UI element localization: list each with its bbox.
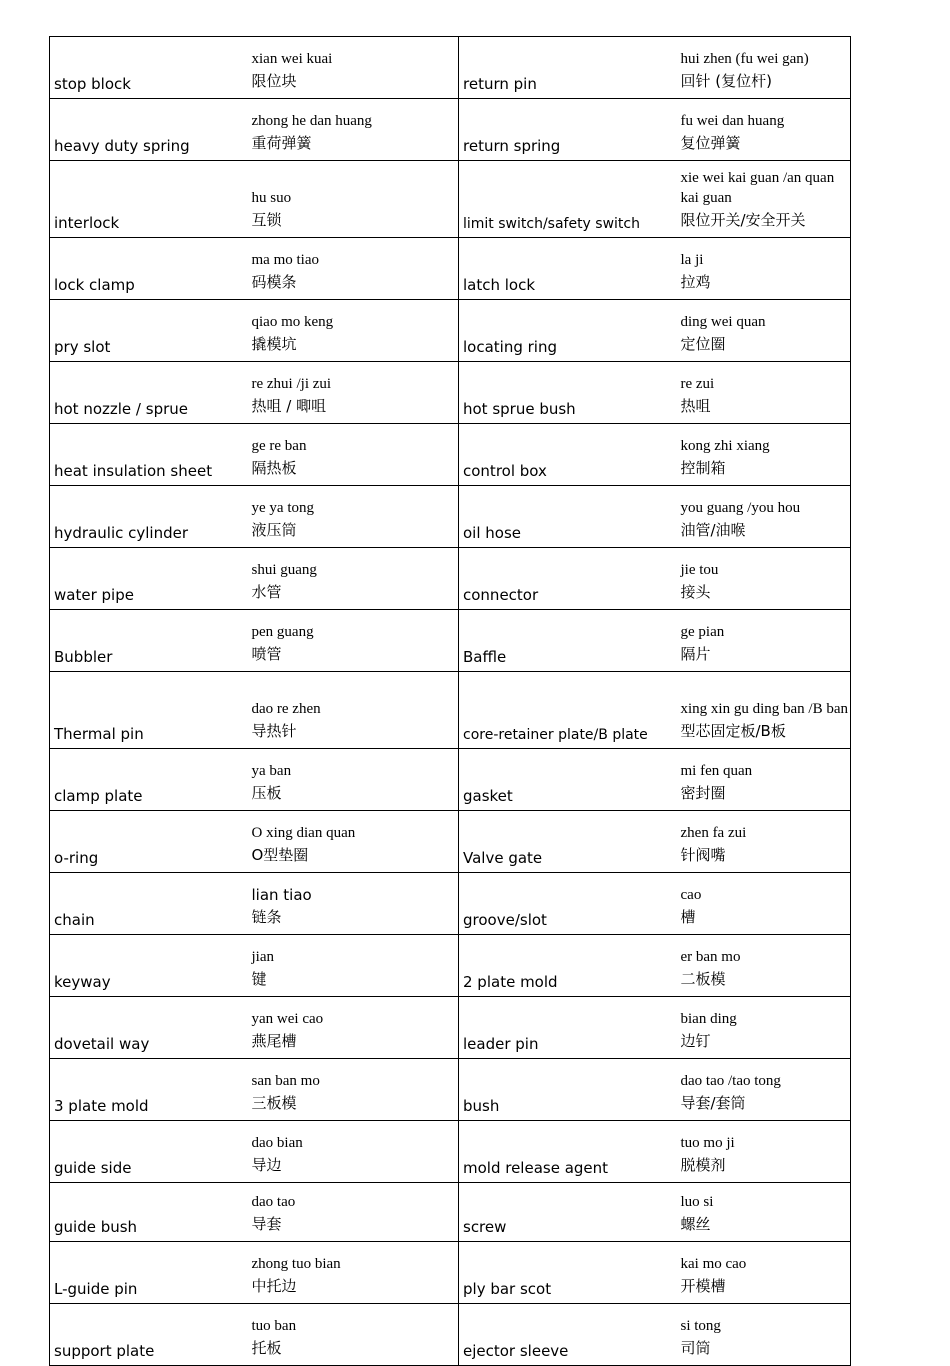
pinyin: san ban mo bbox=[251, 1073, 320, 1089]
table-row bbox=[50, 424, 851, 486]
chinese-cell bbox=[679, 362, 851, 424]
chinese-term: 撬模坑 bbox=[251, 335, 297, 353]
english-term: 3 plate mold bbox=[50, 1059, 250, 1121]
table-row bbox=[50, 300, 851, 362]
pinyin: jie tou bbox=[680, 562, 719, 578]
pinyin: cao bbox=[680, 887, 702, 903]
pinyin: mi fen quan bbox=[680, 763, 753, 779]
table-row bbox=[50, 161, 851, 238]
chinese-term: 型芯固定板/B板 bbox=[680, 722, 786, 740]
chinese-term: 复位弹簧 bbox=[680, 134, 741, 152]
pinyin: xie wei kai guan /an quan kai guan bbox=[680, 170, 835, 206]
chinese-cell bbox=[679, 1183, 851, 1242]
pinyin: re zhui /ji zui bbox=[251, 376, 332, 392]
pinyin: you guang /you hou bbox=[680, 500, 801, 516]
chinese-term: O型垫圈 bbox=[251, 846, 309, 864]
pinyin: ding wei quan bbox=[680, 314, 766, 330]
chinese-cell bbox=[250, 1304, 459, 1366]
chinese-term: 液压筒 bbox=[251, 521, 297, 539]
pinyin: ya ban bbox=[251, 763, 292, 779]
pinyin: lian tiao bbox=[251, 886, 312, 904]
chinese-term: 油管/油喉 bbox=[680, 521, 746, 539]
chinese-cell bbox=[679, 548, 851, 610]
chinese-term: 托板 bbox=[251, 1339, 282, 1357]
table-row bbox=[50, 1121, 851, 1183]
chinese-term: 接头 bbox=[680, 583, 711, 601]
chinese-term: 互锁 bbox=[251, 211, 282, 229]
pinyin: hu suo bbox=[251, 190, 292, 206]
chinese-term: 导边 bbox=[251, 1156, 282, 1174]
english-term: heat insulation sheet bbox=[50, 424, 250, 486]
chinese-cell bbox=[679, 486, 851, 548]
english-term: connector bbox=[459, 548, 679, 610]
pinyin: qiao mo keng bbox=[251, 314, 334, 330]
english-term: gasket bbox=[459, 749, 679, 811]
chinese-term: 脱模剂 bbox=[680, 1156, 726, 1174]
pinyin: pen guang bbox=[251, 624, 314, 640]
table-row bbox=[50, 238, 851, 300]
chinese-cell bbox=[679, 935, 851, 997]
chinese-cell bbox=[679, 300, 851, 362]
english-term: 2 plate mold bbox=[459, 935, 679, 997]
english-term: groove/slot bbox=[459, 873, 679, 935]
pinyin: yan wei cao bbox=[251, 1011, 324, 1027]
table-row bbox=[50, 37, 851, 99]
table-row bbox=[50, 362, 851, 424]
english-term: interlock bbox=[50, 161, 250, 238]
pinyin: shui guang bbox=[251, 562, 317, 578]
chinese-term: 定位圈 bbox=[680, 335, 726, 353]
chinese-term: 中托边 bbox=[251, 1277, 297, 1295]
chinese-cell bbox=[250, 300, 459, 362]
chinese-cell bbox=[250, 1242, 459, 1304]
table-row bbox=[50, 1059, 851, 1121]
english-term: core-retainer plate/B plate bbox=[459, 672, 679, 749]
chinese-term: 控制箱 bbox=[680, 459, 726, 477]
english-term: Thermal pin bbox=[50, 672, 250, 749]
table-row bbox=[50, 486, 851, 548]
pinyin: ge re ban bbox=[251, 438, 307, 454]
pinyin: ge pian bbox=[680, 624, 725, 640]
chinese-term: 导套 bbox=[251, 1215, 282, 1233]
chinese-cell bbox=[250, 1121, 459, 1183]
chinese-cell bbox=[679, 997, 851, 1059]
english-term: L-guide pin bbox=[50, 1242, 250, 1304]
chinese-cell bbox=[250, 749, 459, 811]
english-term: chain bbox=[50, 873, 250, 935]
english-term: latch lock bbox=[459, 238, 679, 300]
table-row bbox=[50, 749, 851, 811]
english-term: heavy duty spring bbox=[50, 99, 250, 161]
chinese-cell bbox=[679, 749, 851, 811]
pinyin: re zui bbox=[680, 376, 715, 392]
pinyin: kai mo cao bbox=[680, 1256, 747, 1272]
english-term: mold release agent bbox=[459, 1121, 679, 1183]
pinyin: luo si bbox=[680, 1194, 714, 1210]
pinyin: dao bian bbox=[251, 1135, 303, 1151]
pinyin: ma mo tiao bbox=[251, 252, 319, 268]
chinese-cell bbox=[250, 610, 459, 672]
pinyin: er ban mo bbox=[680, 949, 741, 965]
chinese-cell bbox=[250, 548, 459, 610]
chinese-term: 司筒 bbox=[680, 1339, 711, 1357]
table-row bbox=[50, 873, 851, 935]
english-term: lock clamp bbox=[50, 238, 250, 300]
chinese-cell bbox=[679, 811, 851, 873]
english-term: support plate bbox=[50, 1304, 250, 1366]
english-term: leader pin bbox=[459, 997, 679, 1059]
pinyin: jian bbox=[251, 949, 274, 965]
chinese-term: 热咀 / 唧咀 bbox=[251, 397, 327, 415]
chinese-term: 重荷弹簧 bbox=[251, 134, 312, 152]
chinese-term: 螺丝 bbox=[680, 1215, 711, 1233]
chinese-cell bbox=[679, 37, 851, 99]
pinyin: zhen fa zui bbox=[680, 825, 747, 841]
chinese-term: 三板模 bbox=[251, 1094, 297, 1112]
table-row bbox=[50, 548, 851, 610]
english-term: ply bar scot bbox=[459, 1242, 679, 1304]
chinese-term: 针阀嘴 bbox=[680, 846, 726, 864]
chinese-cell bbox=[679, 1304, 851, 1366]
pinyin: bian ding bbox=[680, 1011, 737, 1027]
english-term: hydraulic cylinder bbox=[50, 486, 250, 548]
chinese-term: 水管 bbox=[251, 583, 282, 601]
chinese-cell bbox=[250, 424, 459, 486]
pinyin: la ji bbox=[680, 252, 704, 268]
pinyin: si tong bbox=[680, 1318, 721, 1334]
pinyin: ye ya tong bbox=[251, 500, 314, 516]
chinese-cell bbox=[250, 362, 459, 424]
pinyin: dao tao bbox=[251, 1194, 296, 1210]
chinese-cell bbox=[250, 37, 459, 99]
english-term: guide side bbox=[50, 1121, 250, 1183]
chinese-cell bbox=[679, 873, 851, 935]
english-term: return spring bbox=[459, 99, 679, 161]
chinese-cell bbox=[679, 238, 851, 300]
chinese-cell bbox=[250, 811, 459, 873]
pinyin: kong zhi xiang bbox=[680, 438, 770, 454]
chinese-cell bbox=[250, 672, 459, 749]
chinese-cell bbox=[679, 1121, 851, 1183]
chinese-cell bbox=[679, 424, 851, 486]
chinese-term: 限位块 bbox=[251, 72, 297, 90]
chinese-term: 热咀 bbox=[680, 397, 711, 415]
table-row bbox=[50, 1242, 851, 1304]
chinese-cell bbox=[679, 672, 851, 749]
table-row bbox=[50, 1304, 851, 1366]
english-term: o-ring bbox=[50, 811, 250, 873]
chinese-term: 链条 bbox=[251, 908, 282, 926]
chinese-term: 键 bbox=[251, 970, 267, 988]
chinese-cell bbox=[250, 99, 459, 161]
chinese-term: 压板 bbox=[251, 784, 282, 802]
english-term: limit switch/safety switch bbox=[459, 161, 679, 238]
english-term: clamp plate bbox=[50, 749, 250, 811]
english-term: hot nozzle / sprue bbox=[50, 362, 250, 424]
chinese-cell bbox=[679, 610, 851, 672]
english-term: Bubbler bbox=[50, 610, 250, 672]
chinese-cell bbox=[250, 238, 459, 300]
table-row bbox=[50, 1183, 851, 1242]
chinese-cell bbox=[679, 99, 851, 161]
chinese-term: 密封圈 bbox=[680, 784, 726, 802]
chinese-cell bbox=[250, 935, 459, 997]
chinese-term: 导热针 bbox=[251, 722, 297, 740]
chinese-cell bbox=[679, 1242, 851, 1304]
chinese-term: 拉鸡 bbox=[680, 273, 711, 291]
pinyin: dao re zhen bbox=[251, 701, 321, 717]
pinyin: fu wei dan huang bbox=[680, 113, 785, 129]
table-row bbox=[50, 997, 851, 1059]
english-term: Baffle bbox=[459, 610, 679, 672]
chinese-term: 导套/套筒 bbox=[680, 1094, 746, 1112]
pinyin: zhong he dan huang bbox=[251, 113, 372, 129]
english-term: hot sprue bush bbox=[459, 362, 679, 424]
chinese-term: 喷管 bbox=[251, 645, 282, 663]
chinese-term: 二板模 bbox=[680, 970, 726, 988]
table-row bbox=[50, 99, 851, 161]
chinese-term: 边钉 bbox=[680, 1032, 711, 1050]
chinese-term: 回针 (复位杆) bbox=[680, 72, 772, 90]
english-term: dovetail way bbox=[50, 997, 250, 1059]
pinyin: xian wei kuai bbox=[251, 51, 333, 67]
english-term: water pipe bbox=[50, 548, 250, 610]
chinese-cell bbox=[679, 161, 851, 238]
table-row bbox=[50, 610, 851, 672]
english-term: oil hose bbox=[459, 486, 679, 548]
english-term: ejector sleeve bbox=[459, 1304, 679, 1366]
english-term: control box bbox=[459, 424, 679, 486]
chinese-cell bbox=[679, 1059, 851, 1121]
chinese-term: 燕尾槽 bbox=[251, 1032, 297, 1050]
pinyin: hui zhen (fu wei gan) bbox=[680, 51, 809, 67]
english-term: bush bbox=[459, 1059, 679, 1121]
english-term: locating ring bbox=[459, 300, 679, 362]
table-row bbox=[50, 811, 851, 873]
pinyin: tuo mo ji bbox=[680, 1135, 735, 1151]
chinese-term: 限位开关/安全开关 bbox=[680, 211, 806, 229]
chinese-cell bbox=[250, 161, 459, 238]
pinyin: dao tao /tao tong bbox=[680, 1073, 781, 1089]
table-row bbox=[50, 672, 851, 749]
chinese-term: 槽 bbox=[680, 908, 696, 926]
pinyin: tuo ban bbox=[251, 1318, 297, 1334]
chinese-cell bbox=[250, 1059, 459, 1121]
chinese-cell bbox=[250, 1183, 459, 1242]
pinyin: zhong tuo bian bbox=[251, 1256, 341, 1272]
english-term: guide bush bbox=[50, 1183, 250, 1242]
english-term: stop block bbox=[50, 37, 250, 99]
english-term: keyway bbox=[50, 935, 250, 997]
chinese-term: 隔片 bbox=[680, 645, 711, 663]
table-row bbox=[50, 935, 851, 997]
chinese-cell bbox=[250, 486, 459, 548]
english-term: screw bbox=[459, 1183, 679, 1242]
english-term: return pin bbox=[459, 37, 679, 99]
pinyin: xing xin gu ding ban /B ban bbox=[680, 701, 848, 717]
english-term: pry slot bbox=[50, 300, 250, 362]
pinyin: O xing dian quan bbox=[251, 825, 356, 841]
glossary-table bbox=[49, 36, 851, 1366]
chinese-cell bbox=[250, 873, 459, 935]
chinese-term: 码模条 bbox=[251, 273, 297, 291]
chinese-term: 隔热板 bbox=[251, 459, 297, 477]
chinese-term: 开模槽 bbox=[680, 1277, 726, 1295]
chinese-cell bbox=[250, 997, 459, 1059]
english-term: Valve gate bbox=[459, 811, 679, 873]
